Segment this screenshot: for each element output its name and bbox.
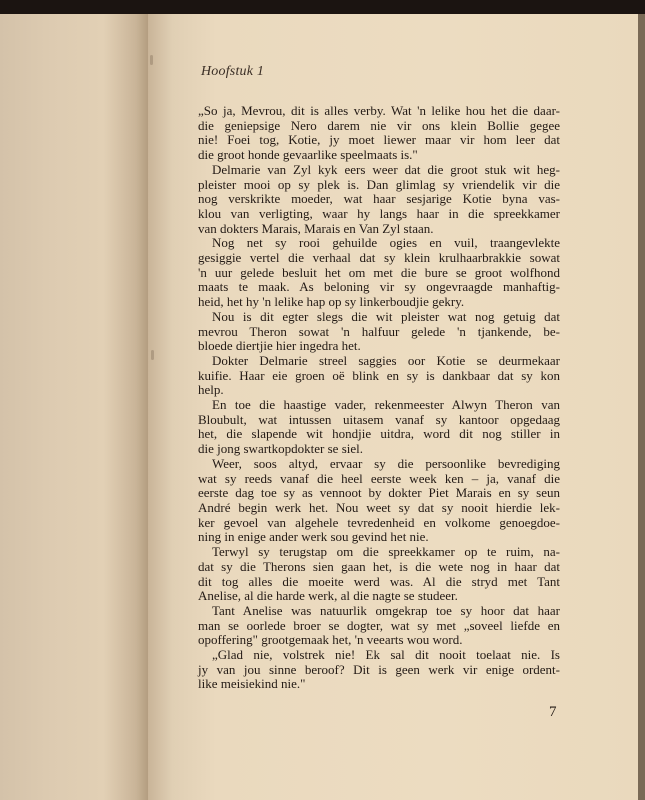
paragraph xyxy=(198,604,560,648)
paragraph xyxy=(198,236,560,310)
text-line: heid, het hy 'n lelike hap op sy linkerboudjie gekry. xyxy=(198,294,465,310)
text-line: maats te maak. As beloning vir sy ongevraagde manhaftig- xyxy=(198,279,560,295)
text-line: Weer, soos altyd, ervaar sy die persoonlike bevrediging xyxy=(212,455,560,471)
text-line: Bloubult, wat intussen uitasem vanaf sy kantoor opgedaag xyxy=(198,411,560,427)
text-line: mevrou Theron sowat 'n halfuur gelede 'n tjankende, be- xyxy=(198,323,560,339)
text-line: van dokters Marais, Marais en Van Zyl staan. xyxy=(198,220,434,236)
text-line: André begin werk het. Nou weet sy dat sy nooit hierdie lek- xyxy=(198,499,560,515)
text-line: die jong swartkopdokter se siel. xyxy=(198,441,363,457)
paragraph xyxy=(198,457,560,545)
text-line: Nog net sy rooi gehuilde ogies en vuil, traangevlekte xyxy=(212,235,560,251)
text-line: jy van jou sinne beroof? Dit is geen werk vir enige ordent- xyxy=(198,661,560,677)
paragraph xyxy=(198,104,560,163)
paper-mark xyxy=(151,350,154,360)
text-line: „So ja, Mevrou, dit is alles verby. Wat 'n lelike hou het die daar- xyxy=(198,103,560,118)
text-line: man se oorlede broer se dogter, wat sy met „soveel liefde en xyxy=(198,617,560,633)
text-line: Anelise, al die harde werk, al die nagte se studeer. xyxy=(198,588,458,604)
page-edge xyxy=(638,14,645,800)
scan-top-edge xyxy=(0,0,645,14)
text-line: nog verskrikte moeder, wat haar sesjarige Kotie byna vas- xyxy=(198,191,560,207)
text-line: gesiggie vertel die verhaal dat sy klein krulhaarbrakkie sowat xyxy=(198,250,560,266)
text-line: Terwyl sy terugstap om die spreekkamer op te ruim, na- xyxy=(212,544,560,560)
body-text xyxy=(198,104,560,692)
paragraph xyxy=(198,648,560,692)
page-number: 7 xyxy=(549,704,557,720)
text-line: die geniepsige Nero darem nie vir ons klein Bollie gegee xyxy=(198,117,560,133)
text-line: ker gevoel van algehele tevredenheid en volkome genoegdoe- xyxy=(198,514,560,530)
text-line: „Glad nie, volstrek nie! Ek sal dit nooit toelaat nie. Is xyxy=(212,647,560,663)
text-line: het, die slapende wit hondjie uitdra, word dit nog stiller in xyxy=(198,426,560,442)
text-line: kuifie. Haar eie groen oë blink en sy is dankbaar dat sy kon xyxy=(198,367,560,383)
paragraph xyxy=(198,354,560,398)
book-binding-gutter xyxy=(0,14,148,800)
text-line: die groot honde gevaarlike speelmaats is." xyxy=(198,147,418,163)
paragraph xyxy=(198,163,560,237)
text-line: Tant Anelise was natuurlik omgekrap toe sy hoor dat haar xyxy=(212,602,560,618)
paragraph xyxy=(198,310,560,354)
paper-mark xyxy=(150,55,153,65)
text-line: Nou is dit egter slegs die wit pleister wat nog getuig dat xyxy=(212,308,560,324)
chapter-heading: Hoofstuk 1 xyxy=(201,64,265,79)
text-line: En toe die haastige vader, rekenmeester Alwyn Theron van xyxy=(212,397,560,413)
paragraph xyxy=(198,398,560,457)
text-line: Dokter Delmarie streel saggies oor Kotie se deurmekaar xyxy=(212,352,560,368)
text-line: ning in enige ander werk sou gevind het nie. xyxy=(198,529,429,545)
text-line: Delmarie van Zyl kyk eers weer dat die groot stuk wit heg- xyxy=(212,161,560,177)
text-line: nie! Foei tog, Kotie, jy moet liewer maar vir hom leer dat xyxy=(198,132,560,148)
text-line: klou van verligting, waar hy langs haar in die spreekkamer xyxy=(198,205,560,221)
text-line: bloede diertjie hier ingedra het. xyxy=(198,338,361,354)
text-line: dat sy die Therons sien gaan het, is die wete nog in haar dat xyxy=(198,558,560,574)
text-line: wat sy reeds vanaf die heel eerste week ken – ja, vanaf die xyxy=(198,470,560,486)
text-line: like meisiekind nie." xyxy=(198,676,306,692)
text-line: dit tog alles die moeite werd was. Al die stryd met Tant xyxy=(198,573,560,589)
text-line: pleister mooi op sy plek is. Dan glimlag sy vriendelik vir die xyxy=(198,176,560,192)
paragraph xyxy=(198,545,560,604)
text-line: 'n uur gelede besluit het om met die bure se groot wolfhond xyxy=(198,264,560,280)
text-line: help. xyxy=(198,382,224,398)
text-line: eerste dag toe sy as vennoot by dokter Piet Marais en sy seun xyxy=(198,485,560,501)
text-line: opoffering" grootgemaak het, 'n veearts wou word. xyxy=(198,632,463,648)
